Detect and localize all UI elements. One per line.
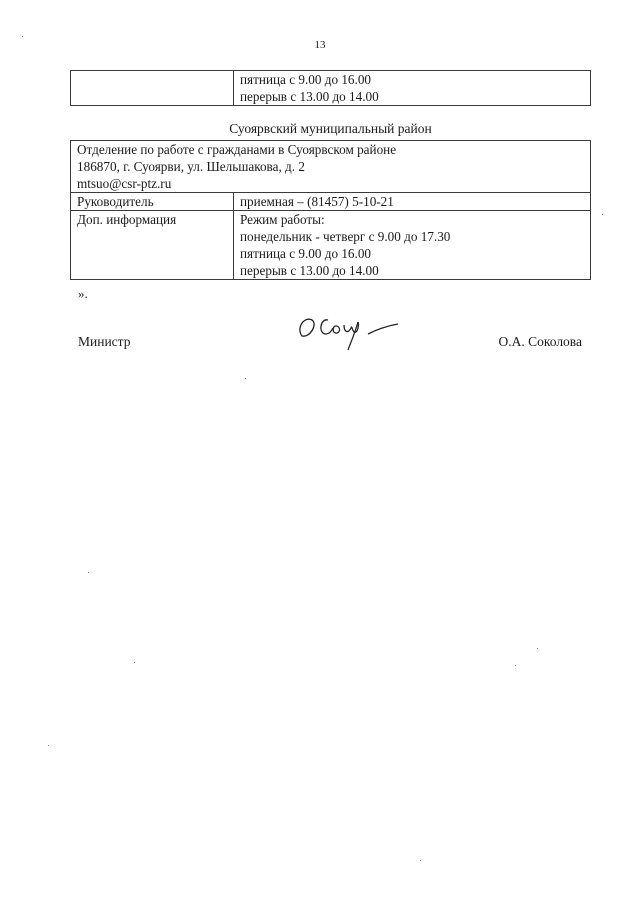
office-name: Отделение по работе с гражданами в Суоярвском районе — [77, 142, 397, 157]
office-info-cell — [71, 141, 591, 193]
schedule-continuation-table — [70, 70, 591, 106]
closing-quote: ». — [78, 286, 88, 301]
table-row — [71, 211, 591, 280]
scan-speck — [22, 36, 23, 37]
table-row — [71, 71, 591, 106]
row-label: Руководитель — [71, 193, 234, 211]
page-number: 13 — [314, 39, 326, 51]
row-value — [234, 193, 591, 211]
schedule-line: пятница с 9.00 до 16.00 — [240, 246, 372, 261]
section-title: Суоярвский муниципальный район — [229, 121, 432, 136]
phone-line: приемная – (81457) 5-10-21 — [240, 194, 394, 209]
office-email: mtsuo@csr-ptz.ru — [77, 176, 172, 191]
empty-cell — [71, 71, 234, 106]
table-row — [71, 193, 591, 211]
row-label: Доп. информация — [71, 211, 234, 280]
minister-title: Министр — [78, 334, 131, 349]
table-row — [71, 141, 591, 193]
office-address: 186870, г. Суоярви, ул. Шельшакова, д. 2 — [77, 159, 305, 174]
schedule-line: понедельник - четверг с 9.00 до 17.30 — [240, 229, 451, 244]
minister-name: О.А. Соколова — [498, 334, 582, 349]
handwritten-signature — [292, 306, 402, 354]
scan-speck — [88, 572, 89, 573]
scan-speck — [537, 648, 538, 649]
scan-speck — [245, 378, 246, 379]
scan-speck — [420, 860, 421, 861]
schedule-line: перерыв с 13.00 до 14.00 — [240, 263, 379, 278]
scan-speck — [48, 745, 49, 746]
schedule-line: Режим работы: — [240, 212, 325, 227]
scan-speck — [134, 662, 135, 663]
scan-speck — [515, 665, 516, 666]
schedule-cell — [234, 71, 591, 106]
schedule-line: пятница с 9.00 до 16.00 — [240, 72, 372, 87]
row-value — [234, 211, 591, 280]
office-table — [70, 140, 591, 280]
schedule-line: перерыв с 13.00 до 14.00 — [240, 89, 379, 104]
scan-speck — [602, 214, 603, 215]
